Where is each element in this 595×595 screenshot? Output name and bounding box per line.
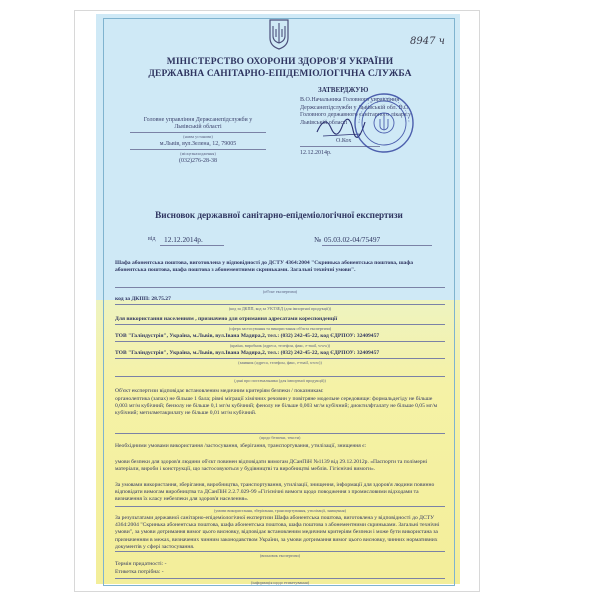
document-number: 05.03.02-04/75497 [324, 235, 381, 244]
dkpp-rule [115, 304, 445, 305]
criteria-body: органолептика (запах) не більше 1 бала; рівні міграції хімічних речовин у повітряне модельне середовище: формальдегіду не більше 0,003 мг/м кубічний; бензолу не більше 0,1 мг/м кубічний; фенолу не більше 0,003 мг/м кубічний; диоктилфталату не більше 0,05 мг/м кубічний; метилметакрилату не більше 0,01 мг/м кубічний. [115, 396, 438, 417]
issuer-phone: (032)276-28-38 [179, 158, 217, 164]
approve-line3: Головного державного санітарного лікаря у [300, 112, 412, 118]
approve-title: ЗАТВЕРДЖУЮ [318, 86, 369, 94]
document-title: Висновок державної санітарно-епідеміологічної експертизи [155, 210, 403, 220]
date-prefix: від [148, 236, 156, 242]
number-prefix: № [314, 235, 322, 244]
document-date: 12.12.2014р. [164, 235, 203, 244]
applicant-rule [115, 358, 445, 359]
conditions-rule [115, 506, 445, 507]
issuer-address: м.Львів, вул.Зелена, 12, 79005 [159, 141, 237, 147]
approve-signer: О.Кох [336, 138, 352, 144]
term-title: Термін придатності: - [115, 561, 167, 567]
trident-emblem-icon [268, 18, 290, 50]
issuer-rule1 [130, 132, 266, 133]
object-rule [115, 287, 445, 288]
term-label: (інформація щодо етикетування) [250, 580, 310, 585]
official-stamp-icon [353, 92, 415, 154]
conditions-body1: умови безпеки для здоров'я людини об'єкт повинен відповідати вимогам ДСанПіН №1139 від 29.12.2012р. «Паспорти та полімерні матеріали, вироби і конструкції, що застосовуються у будівництві та виробництві меблів. Гігієнічні вимоги». [115, 459, 428, 473]
dkpp-code: код за ДКПП: 28.75.27 [115, 296, 171, 302]
term-label-line: Етикетка потрібна: - [115, 569, 164, 575]
applicant-label: (заявник (адреса, телефон, факс, e-mail, www)) [238, 360, 322, 365]
conclusion-label: (висновок експертизи) [259, 553, 301, 558]
conclusion-rule [115, 551, 445, 552]
issuer-rule2 [130, 149, 266, 150]
purpose-label: (сфера застосування та використання об'єкта експертизи) [228, 326, 332, 331]
approve-date: 12.12.2014р. [300, 150, 332, 156]
number-rule [322, 245, 432, 246]
conditions-title: Необхідними умовами використання /застосування, зберігання, транспортування, утилізації, знищення є: [115, 443, 367, 449]
issuer-line2: Львівській області [174, 124, 222, 130]
applicant-text: ТОВ "Галіндустрія", Україна, м.Львів, вул.Івана Мадяра,2, тел.: (032) 242-45-22, код ЄДРПОУ: 32409457 [115, 350, 380, 356]
approve-line1: В.О.Начальника Головного управління [300, 97, 400, 103]
object-text: Шафа абонентська поштова, виготовлена у відповідності до ДСТУ 4364:2004 "Скринька абонентська поштова, шафа абонентська поштова, шафа поштова з абонементними скриньками. Загальні технічні умови". [115, 260, 414, 274]
service-title: ДЕРЖАВНА САНІТАРНО-ЕПІДЕМІОЛОГІЧНА СЛУЖБА [148, 69, 412, 79]
supplier-rule [115, 376, 445, 377]
criteria-rule [115, 433, 445, 434]
purpose-rule [115, 324, 445, 325]
conclusion-text: За результатами державної санітарно-епідеміологічної експертизи Шафа абонентська поштова, виготовлена у відповідності до ДСТУ 4364:2004 "Скринька абонентська поштова, шафа абонентська поштова, шафа поштова з абонементними скриньками. Загальні технічні умови", за умови дотримання вимог цього висновку, відповідає встановленим медичним критеріям безпеки і може бути використана за призначенням в межах, визначених чинним законодавством України, за умови дотримання вимог цього висновку, чинних нормативних документів у сфері застосування. [115, 515, 440, 550]
issuer-line1: Головне управління Держсанепідслужби у [143, 117, 253, 123]
term-rule [115, 578, 445, 579]
producer-label: (країна, виробник (адреса, телефон, факс, e-mail, www)) [229, 343, 331, 348]
object-label: (об'єкт експертизи) [262, 289, 298, 294]
dkpp-label: (код за ДКПП, код за УКТЗЕД (для імпортної продукції)) [228, 306, 332, 311]
approve-line4: Львівській області [300, 119, 348, 126]
issuer-label-name: (назва установи) [183, 134, 213, 139]
conditions-label: (умови використання, зберігання, транспортування, утилізації, знищення) [213, 508, 346, 513]
criteria-heading: Об'єкт експертизи відповідає встановленим медичним критеріям безпеки / показникам: [115, 388, 324, 394]
ministry-title: МІНІСТЕРСТВО ОХОРОНИ ЗДОРОВ'Я УКРАЇНИ [166, 57, 394, 67]
conditions-body2: За умовами використання, зберігання, виробництва, транспортування, утилізації, знищення, інформації для здоров'я людини повинно відповідати вимогам виробництва та ДСанПіН 2.2.7.029-99 «Гігієнічні вимоги щодо поводження з промисловими відходами та визначення їх класу небезпеки для здоров'я населення». [115, 482, 435, 503]
supplier-label: (дані про постачальника (для імпортної продукції)) [234, 378, 326, 383]
producer-text: ТОВ "Галіндустрія", Україна, м.Львів, вул.Івана Мадяра,2, тел.: (032) 242-45-22, код ЄДРПОУ: 32409457 [115, 333, 380, 339]
approve-line2: Держсанепідслужби у Львівській обл. В.О. [300, 104, 411, 111]
purpose-text: Для використання населенням , призначено для отримання адресатами кореспонденції [115, 316, 338, 322]
issuer-label-address: (місцезнаходження) [180, 151, 216, 156]
producer-rule [115, 341, 445, 342]
handwritten-number: 8947 ч [410, 36, 445, 47]
date-rule [160, 245, 224, 246]
criteria-label: (щодо безпеки, тексти) [259, 435, 301, 440]
